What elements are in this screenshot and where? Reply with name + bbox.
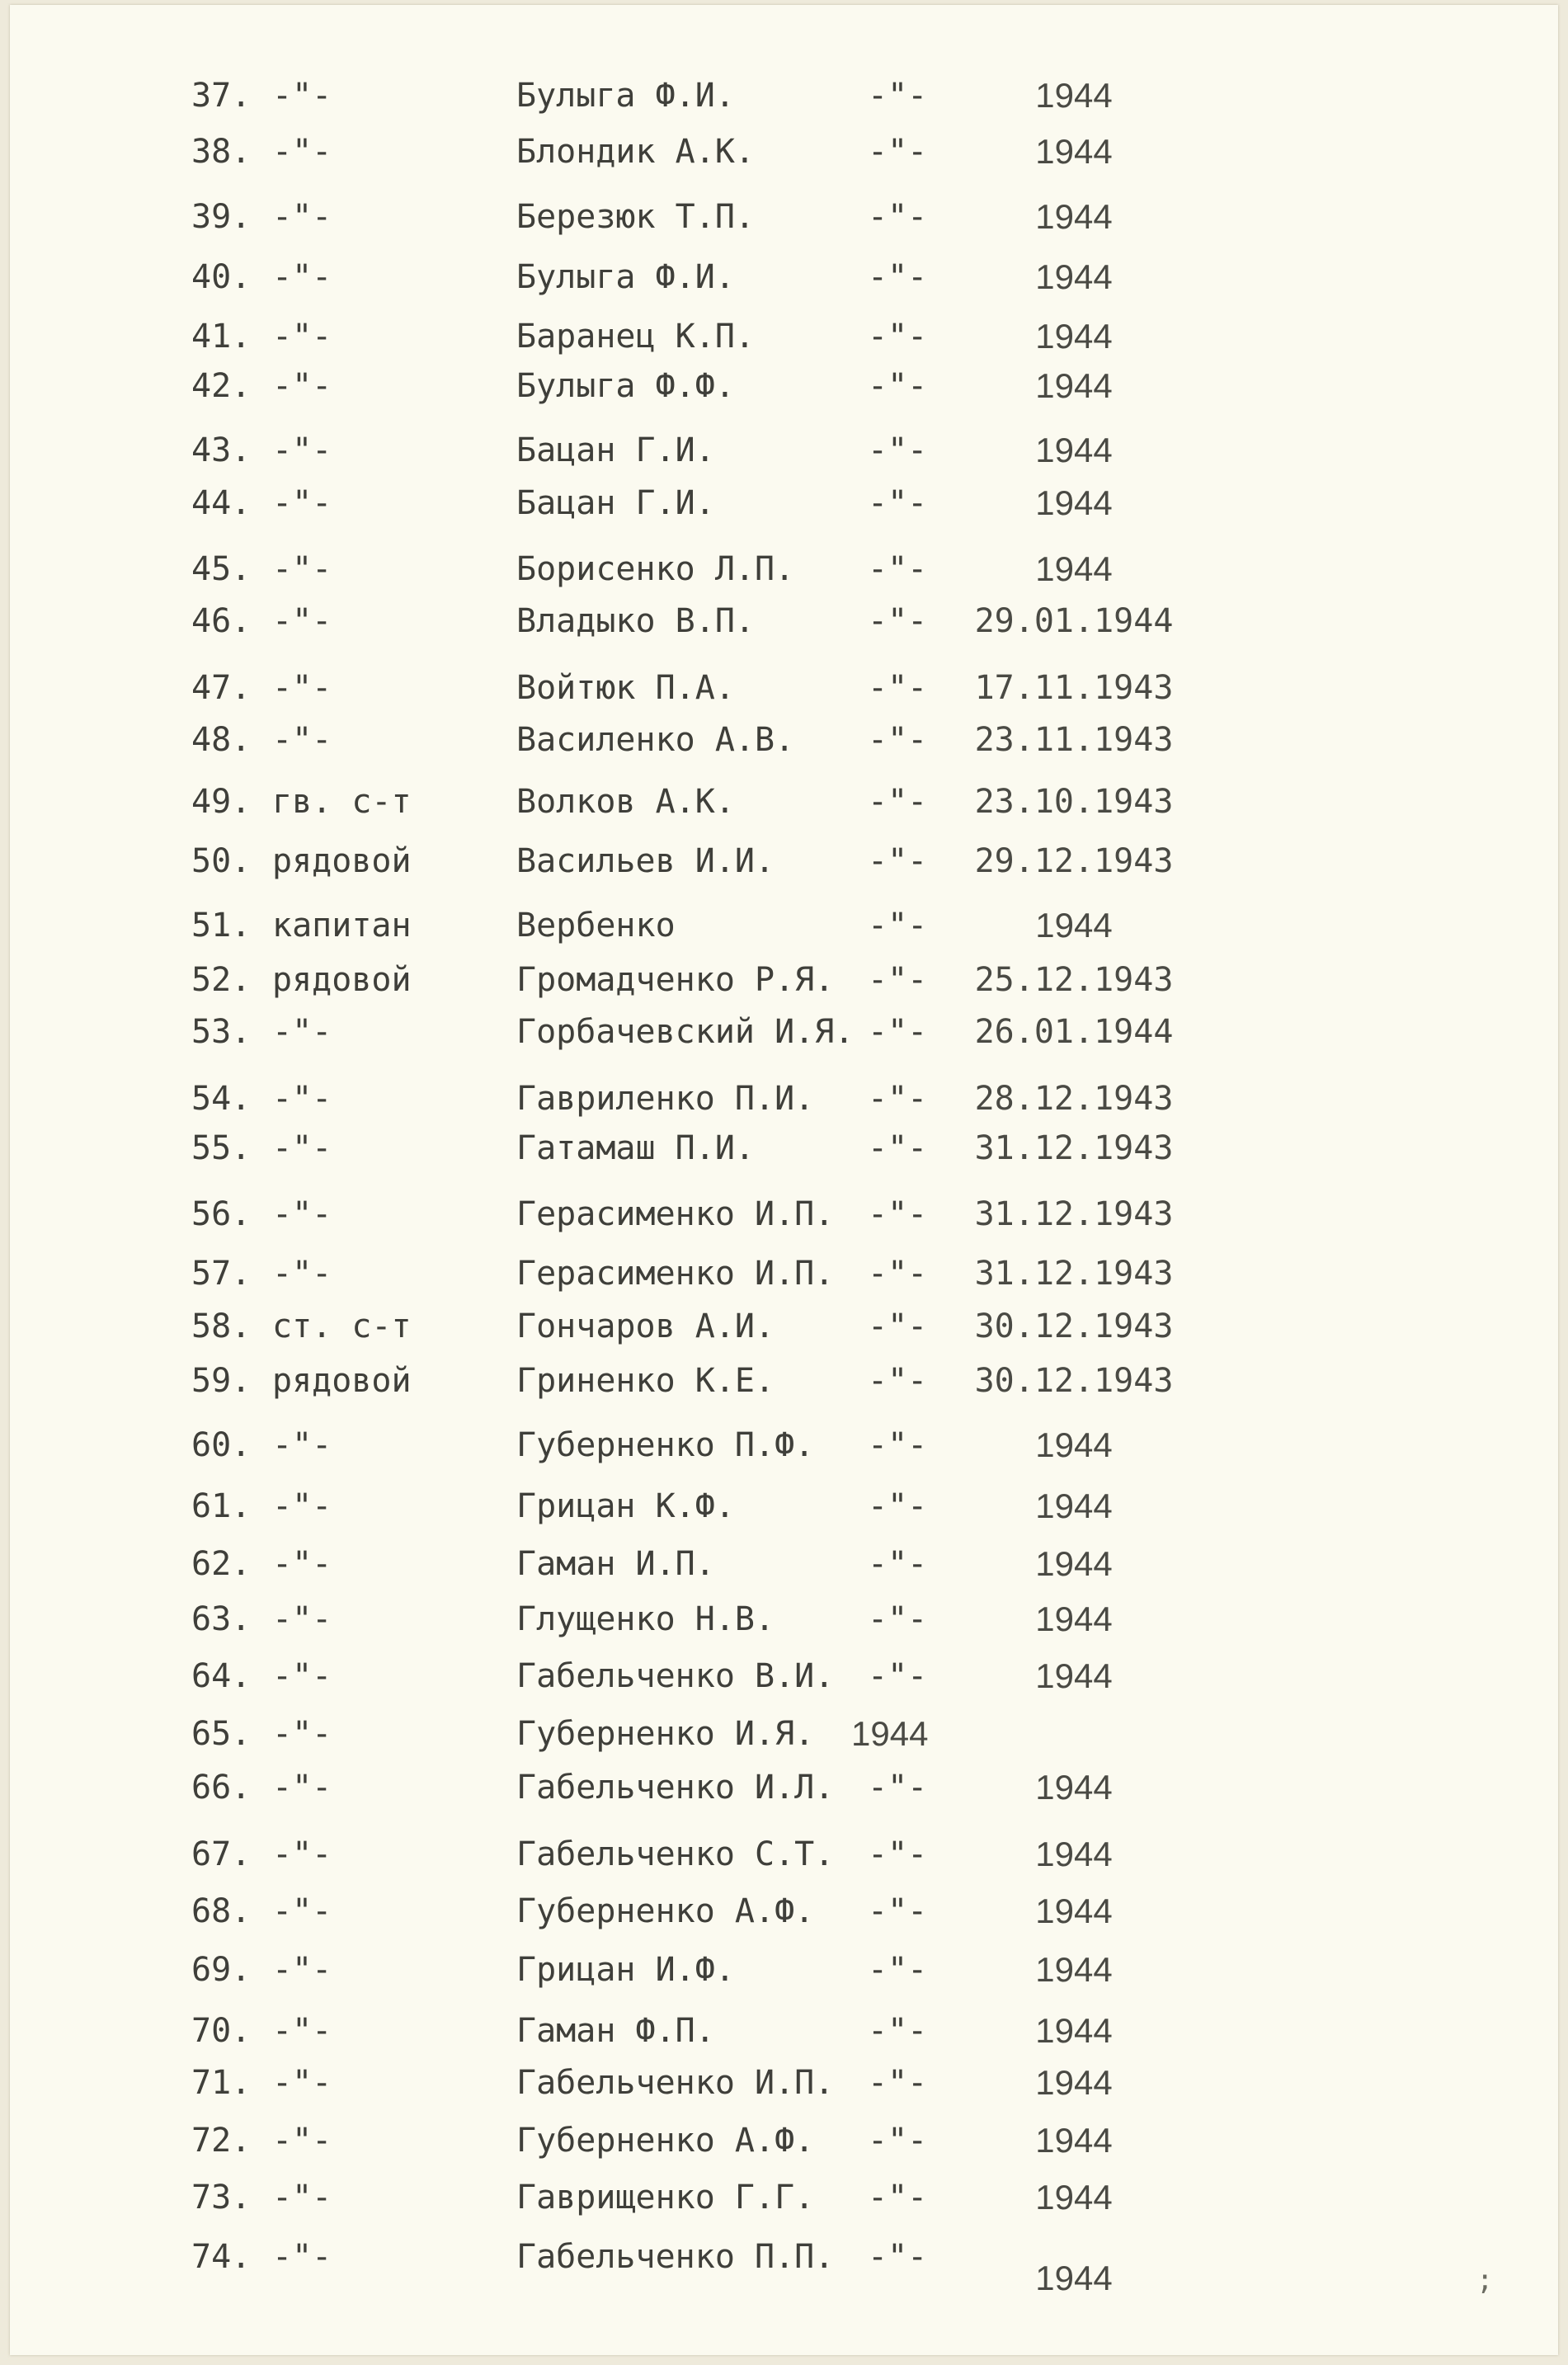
record-ditto: -"- xyxy=(868,1487,928,1525)
record-number: 59. xyxy=(191,1362,252,1400)
record-rank: капитан xyxy=(272,907,412,945)
record-name: Бацан Г.И. xyxy=(516,431,715,469)
record-row xyxy=(10,596,1558,646)
record-row xyxy=(10,836,1558,886)
record-date: 1944 xyxy=(1035,431,1113,469)
record-row xyxy=(10,1945,1558,1995)
record-row xyxy=(10,426,1558,475)
record-number: 47. xyxy=(191,669,252,707)
record-row xyxy=(10,1190,1558,1239)
record-ditto: -"- xyxy=(868,198,928,236)
record-row xyxy=(10,663,1558,713)
record-number: 45. xyxy=(191,550,252,588)
record-ditto: -"- xyxy=(868,2064,928,2102)
record-ditto: -"- xyxy=(868,1951,928,1989)
record-ditto: -"- xyxy=(868,602,928,640)
record-rank: -"- xyxy=(272,484,332,522)
record-number: 39. xyxy=(191,198,252,236)
record-row xyxy=(10,901,1558,950)
record-row xyxy=(10,1709,1558,1759)
record-rank: -"- xyxy=(272,367,332,405)
record-date: 1944 xyxy=(1035,366,1113,405)
record-rank: -"- xyxy=(272,2064,332,2102)
record-name: Герасименко И.П. xyxy=(516,1255,835,1293)
record-ditto: -"- xyxy=(868,2122,928,2160)
record-ditto: -"- xyxy=(868,1769,928,1807)
record-ditto: -"- xyxy=(868,1307,928,1345)
record-number: 60. xyxy=(191,1426,252,1464)
record-row xyxy=(10,1539,1558,1589)
record-number: 65. xyxy=(191,1715,252,1753)
record-number: 56. xyxy=(191,1195,252,1233)
record-name: Глущенко Н.В. xyxy=(516,1600,775,1638)
record-row xyxy=(10,1007,1558,1057)
record-ditto: -"- xyxy=(868,2012,928,2050)
record-row xyxy=(10,71,1558,120)
record-name: Гатамаш П.И. xyxy=(516,1129,755,1167)
record-ditto: -"- xyxy=(868,2238,928,2276)
record-number: 46. xyxy=(191,602,252,640)
record-rank: -"- xyxy=(272,669,332,707)
record-rank: -"- xyxy=(272,2122,332,2160)
record-row xyxy=(10,1651,1558,1701)
record-number: 41. xyxy=(191,318,252,356)
record-row xyxy=(10,1420,1558,1470)
record-date: 31.12.1943 xyxy=(974,1129,1174,1167)
record-name: Габельченко И.Л. xyxy=(516,1769,835,1807)
record-date: 29.12.1943 xyxy=(974,842,1174,880)
record-date: 25.12.1943 xyxy=(974,961,1174,999)
record-date: 1944 xyxy=(1035,317,1113,356)
record-date: 31.12.1943 xyxy=(974,1255,1174,1293)
record-name: Габельченко И.П. xyxy=(516,2064,835,2102)
record-number: 42. xyxy=(191,367,252,405)
record-date: 1944 xyxy=(1035,1425,1113,1464)
record-rank: -"- xyxy=(272,721,332,759)
record-number: 51. xyxy=(191,907,252,945)
record-number: 50. xyxy=(191,842,252,880)
record-date: 1944 xyxy=(1035,197,1113,236)
record-name: Губерненко А.Ф. xyxy=(516,1892,815,1930)
record-number: 54. xyxy=(191,1080,252,1118)
record-name: Васильев И.И. xyxy=(516,842,775,880)
record-date: 1944 xyxy=(1035,2063,1113,2102)
record-row xyxy=(10,1887,1558,1936)
record-ditto: -"- xyxy=(868,2179,928,2217)
record-rank: -"- xyxy=(272,258,332,296)
record-number: 48. xyxy=(191,721,252,759)
record-number: 73. xyxy=(191,2179,252,2217)
record-number: 49. xyxy=(191,783,252,821)
record-number: 67. xyxy=(191,1835,252,1873)
record-row xyxy=(10,1482,1558,1531)
record-row xyxy=(10,2232,1558,2297)
record-rank: -"- xyxy=(272,1835,332,1873)
record-rank: -"- xyxy=(272,77,332,115)
record-number: 37. xyxy=(191,77,252,115)
record-ditto: -"- xyxy=(868,842,928,880)
record-name: Василенко А.В. xyxy=(516,721,795,759)
record-name: Блондик А.К. xyxy=(516,133,755,171)
record-number: 63. xyxy=(191,1600,252,1638)
record-number: 72. xyxy=(191,2122,252,2160)
record-date: 1944 xyxy=(851,1714,929,1753)
record-ditto: -"- xyxy=(868,721,928,759)
record-name: Гаман И.П. xyxy=(516,1545,715,1583)
record-date: 1944 xyxy=(1035,1656,1113,1695)
record-number: 69. xyxy=(191,1951,252,1989)
record-ditto: -"- xyxy=(868,1545,928,1583)
record-row xyxy=(10,777,1558,827)
record-row xyxy=(10,1302,1558,1351)
record-row xyxy=(10,2006,1558,2056)
record-ditto: -"- xyxy=(868,783,928,821)
record-name: Герасименко И.П. xyxy=(516,1195,835,1233)
record-date: 1944 xyxy=(1035,1950,1113,1989)
record-date: 1944 xyxy=(1035,132,1113,171)
record-rank: -"- xyxy=(272,1013,332,1051)
record-rank: -"- xyxy=(272,318,332,356)
record-name: Грицан К.Ф. xyxy=(516,1487,735,1525)
record-ditto: -"- xyxy=(868,1657,928,1695)
record-row xyxy=(10,2058,1558,2108)
record-name: Гончаров А.И. xyxy=(516,1307,775,1345)
record-ditto: -"- xyxy=(868,133,928,171)
record-rank: гв. с-т xyxy=(272,783,412,821)
record-row xyxy=(10,2173,1558,2222)
record-ditto: -"- xyxy=(868,1600,928,1638)
record-rank: -"- xyxy=(272,2012,332,2050)
record-row xyxy=(10,955,1558,1005)
record-ditto: -"- xyxy=(868,484,928,522)
record-name: Булыга Ф.И. xyxy=(516,258,735,296)
record-date: 1944 xyxy=(1035,2259,1113,2297)
record-name: Габельченко П.П. xyxy=(516,2238,835,2276)
record-rank: рядовой xyxy=(272,1362,412,1400)
record-name: Волков А.К. xyxy=(516,783,735,821)
record-rank: -"- xyxy=(272,2179,332,2217)
record-date: 26.01.1944 xyxy=(974,1013,1174,1051)
record-ditto: -"- xyxy=(868,961,928,999)
record-ditto: -"- xyxy=(868,907,928,945)
record-row xyxy=(10,312,1558,361)
record-number: 58. xyxy=(191,1307,252,1345)
record-rank: ст. с-т xyxy=(272,1307,412,1345)
record-name: Бацан Г.И. xyxy=(516,484,715,522)
record-ditto: -"- xyxy=(868,1835,928,1873)
record-rank: -"- xyxy=(272,1255,332,1293)
record-ditto: -"- xyxy=(868,367,928,405)
record-row xyxy=(10,1249,1558,1298)
record-number: 71. xyxy=(191,2064,252,2102)
record-row xyxy=(10,478,1558,528)
record-row xyxy=(10,1356,1558,1406)
record-number: 38. xyxy=(191,133,252,171)
record-name: Горбачевский И.Я. xyxy=(516,1013,855,1051)
record-date: 1944 xyxy=(1035,2011,1113,2050)
record-rank: -"- xyxy=(272,1600,332,1638)
record-rank: -"- xyxy=(272,1715,332,1753)
record-ditto: -"- xyxy=(868,669,928,707)
record-rank: -"- xyxy=(272,1195,332,1233)
record-row xyxy=(10,1830,1558,1879)
record-date: 1944 xyxy=(1035,2121,1113,2160)
record-row xyxy=(10,1595,1558,1644)
record-rank: -"- xyxy=(272,431,332,469)
record-ditto: -"- xyxy=(868,1362,928,1400)
record-number: 43. xyxy=(191,431,252,469)
record-list xyxy=(10,5,1558,2355)
record-number: 68. xyxy=(191,1892,252,1930)
record-rank: -"- xyxy=(272,1487,332,1525)
record-row xyxy=(10,715,1558,765)
record-number: 61. xyxy=(191,1487,252,1525)
record-name: Войтюк П.А. xyxy=(516,669,735,707)
record-row xyxy=(10,2116,1558,2165)
record-ditto: -"- xyxy=(868,1129,928,1167)
record-ditto: -"- xyxy=(868,550,928,588)
record-number: 74. xyxy=(191,2238,252,2276)
record-row xyxy=(10,544,1558,594)
record-name: Борисенко Л.П. xyxy=(516,550,795,588)
record-date: 1944 xyxy=(1035,906,1113,945)
record-name: Березюк Т.П. xyxy=(516,198,755,236)
record-date: 1944 xyxy=(1035,1486,1113,1525)
record-date: 1944 xyxy=(1035,76,1113,115)
record-name: Владыко В.П. xyxy=(516,602,755,640)
record-rank: -"- xyxy=(272,1769,332,1807)
record-date: 31.12.1943 xyxy=(974,1195,1174,1233)
record-date: 1944 xyxy=(1035,1544,1113,1583)
record-name: Губерненко А.Ф. xyxy=(516,2122,815,2160)
margin-mark: ; xyxy=(1476,2264,1494,2297)
record-rank: -"- xyxy=(272,1426,332,1464)
record-rank: -"- xyxy=(272,133,332,171)
record-name: Вербенко xyxy=(516,907,676,945)
record-rank: -"- xyxy=(272,1951,332,1989)
record-number: 40. xyxy=(191,258,252,296)
record-row xyxy=(10,1763,1558,1812)
record-name: Губерненко П.Ф. xyxy=(516,1426,815,1464)
record-ditto: -"- xyxy=(868,1080,928,1118)
record-name: Громадченко Р.Я. xyxy=(516,961,835,999)
record-rank: рядовой xyxy=(272,842,412,880)
record-ditto: -"- xyxy=(868,1255,928,1293)
record-name: Гаман Ф.П. xyxy=(516,2012,715,2050)
record-row xyxy=(10,252,1558,302)
record-number: 66. xyxy=(191,1769,252,1807)
record-date: 1944 xyxy=(1035,1835,1113,1873)
record-name: Габельченко В.И. xyxy=(516,1657,835,1695)
record-date: 29.01.1944 xyxy=(974,602,1174,640)
record-date: 1944 xyxy=(1035,1768,1113,1807)
record-row xyxy=(10,1074,1558,1124)
record-ditto: -"- xyxy=(868,1195,928,1233)
record-row xyxy=(10,127,1558,177)
record-date: 1944 xyxy=(1035,1599,1113,1638)
record-name: Губерненко И.Я. xyxy=(516,1715,815,1753)
record-date: 1944 xyxy=(1035,483,1113,522)
record-name: Грицан И.Ф. xyxy=(516,1951,735,1989)
record-rank: -"- xyxy=(272,550,332,588)
record-name: Гаврищенко Г.Г. xyxy=(516,2179,815,2217)
record-number: 53. xyxy=(191,1013,252,1051)
record-name: Гриненко К.Е. xyxy=(516,1362,775,1400)
record-rank: -"- xyxy=(272,602,332,640)
record-number: 52. xyxy=(191,961,252,999)
record-row xyxy=(10,192,1558,242)
record-rank: -"- xyxy=(272,1657,332,1695)
record-name: Гавриленко П.И. xyxy=(516,1080,815,1118)
record-row xyxy=(10,1124,1558,1173)
record-date: 23.11.1943 xyxy=(974,721,1174,759)
record-number: 57. xyxy=(191,1255,252,1293)
record-rank: -"- xyxy=(272,2238,332,2276)
record-date: 30.12.1943 xyxy=(974,1362,1174,1400)
record-date: 30.12.1943 xyxy=(974,1307,1174,1345)
record-ditto: -"- xyxy=(868,77,928,115)
record-date: 1944 xyxy=(1035,549,1113,588)
record-ditto: -"- xyxy=(868,258,928,296)
record-number: 70. xyxy=(191,2012,252,2050)
record-ditto: -"- xyxy=(868,318,928,356)
record-rank: рядовой xyxy=(272,961,412,999)
record-rank: -"- xyxy=(272,1892,332,1930)
record-date: 28.12.1943 xyxy=(974,1080,1174,1118)
record-name: Габельченко С.Т. xyxy=(516,1835,835,1873)
record-rank: -"- xyxy=(272,1080,332,1118)
record-ditto: -"- xyxy=(868,1426,928,1464)
record-ditto: -"- xyxy=(868,1892,928,1930)
record-date: 1944 xyxy=(1035,257,1113,296)
record-number: 55. xyxy=(191,1129,252,1167)
record-number: 62. xyxy=(191,1545,252,1583)
record-name: Булыга Ф.И. xyxy=(516,77,735,115)
record-date: 17.11.1943 xyxy=(974,669,1174,707)
record-date: 23.10.1943 xyxy=(974,783,1174,821)
record-name: Баранец К.П. xyxy=(516,318,755,356)
record-name: Булыга Ф.Ф. xyxy=(516,367,735,405)
record-rank: -"- xyxy=(272,198,332,236)
record-number: 44. xyxy=(191,484,252,522)
record-row xyxy=(10,361,1558,411)
typed-list-page xyxy=(10,5,1558,2355)
record-date: 1944 xyxy=(1035,1892,1113,1930)
record-number: 64. xyxy=(191,1657,252,1695)
record-rank: -"- xyxy=(272,1129,332,1167)
record-ditto: -"- xyxy=(868,1013,928,1051)
record-rank: -"- xyxy=(272,1545,332,1583)
record-date: 1944 xyxy=(1035,2178,1113,2217)
record-ditto: -"- xyxy=(868,431,928,469)
